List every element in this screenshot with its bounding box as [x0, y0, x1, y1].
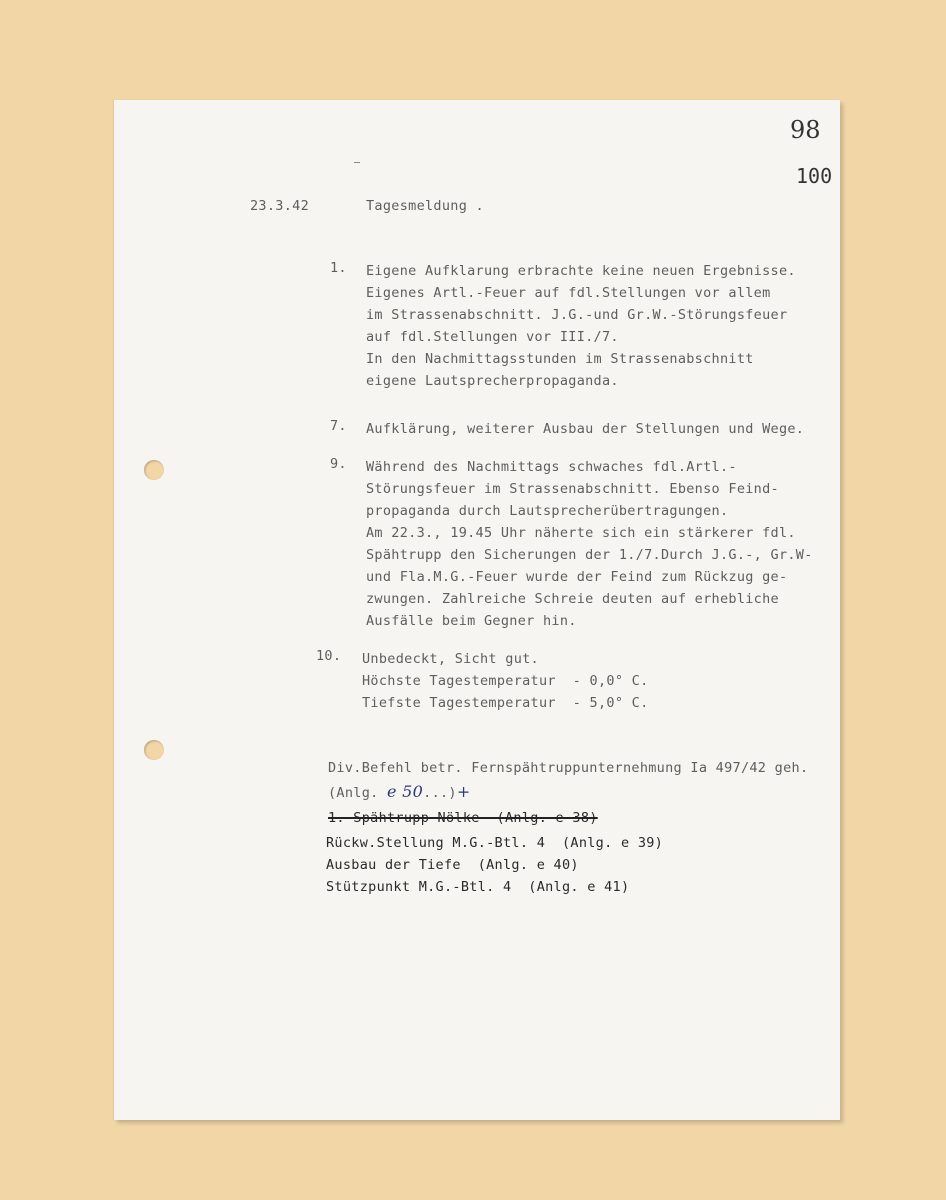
section-line: In den Nachmittagsstunden im Strassenabschnitt	[366, 351, 754, 367]
division-order-line: Div.Befehl betr. Fernspähtruppunternehmung Ia 497/42 geh.	[328, 760, 809, 776]
section-line: im Strassenabschnitt. J.G.-und Gr.W.-Störungsfeuer	[366, 307, 788, 323]
section-line: Während des Nachmittags schwaches fdl.Artl.-	[366, 459, 737, 475]
section-line: Unbedeckt, Sicht gut.	[362, 651, 539, 667]
section-number: 1.	[330, 260, 347, 276]
section-body	[366, 456, 813, 632]
section-line: Störungsfeuer im Strassenabschnitt. Ebenso Feind-	[366, 481, 779, 497]
document-page	[114, 100, 840, 1120]
section-line: propaganda durch Lautsprecherübertragungen.	[366, 503, 729, 519]
punch-hole-top	[144, 460, 164, 480]
section-number: 10.	[316, 648, 342, 664]
pencil-mark	[354, 162, 360, 163]
section-body	[366, 418, 804, 440]
punch-hole-bottom	[144, 740, 164, 760]
section-line: Eigenes Artl.-Feuer auf fdl.Stellungen vor allem	[366, 285, 771, 301]
section-body	[362, 648, 649, 714]
section-body	[366, 260, 796, 392]
section-line: eigene Lautsprecherpropaganda.	[366, 373, 619, 389]
report-title: Tagesmeldung .	[366, 198, 484, 214]
handwritten-mark: +	[456, 782, 471, 801]
section-line: und Fla.M.G.-Feuer wurde der Feind zum Rückzug ge-	[366, 569, 788, 585]
section-line: Aufklärung, weiterer Ausbau der Stellungen und Wege.	[366, 421, 805, 437]
section-line: Tiefste Tagestemperatur - 5,0° C.	[362, 695, 649, 711]
section-line: zwungen. Zahlreiche Schreie deuten auf erhebliche	[366, 591, 779, 607]
section-line: Eigene Aufklarung erbrachte keine neuen Ergebnisse.	[366, 263, 796, 279]
struck-attachment-item: 1. Spähtrupp Nölke (Anlg. e 38)	[328, 810, 598, 826]
page-number-secondary: 100	[796, 164, 833, 188]
section-line: Höchste Tagestemperatur - 0,0° C.	[362, 673, 649, 689]
section-number: 7.	[330, 418, 347, 434]
attachment-list	[326, 832, 663, 898]
attachment-item: Rückw.Stellung M.G.-Btl. 4 (Anlg. e 39)	[326, 835, 664, 851]
division-order-reference	[328, 782, 471, 801]
attachment-item: Ausbau der Tiefe (Anlg. e 40)	[326, 857, 579, 873]
report-date: 23.3.42	[250, 198, 309, 214]
page-number-stamp: 98	[790, 116, 821, 144]
section-number: 9.	[330, 456, 347, 472]
section-line: Ausfälle beim Gegner hin.	[366, 613, 577, 629]
section-line: Spähtrupp den Sicherungen der 1./7.Durch J.G.-, Gr.W-	[366, 547, 813, 563]
handwritten-annotation: e 50	[387, 782, 424, 801]
attachment-item: Stützpunkt M.G.-Btl. 4 (Anlg. e 41)	[326, 879, 630, 895]
section-line: auf fdl.Stellungen vor III./7.	[366, 329, 619, 345]
section-line: Am 22.3., 19.45 Uhr näherte sich ein stärkerer fdl.	[366, 525, 796, 541]
order-ref-suffix: ...)	[423, 785, 457, 801]
order-ref-prefix: (Anlg.	[328, 785, 379, 801]
